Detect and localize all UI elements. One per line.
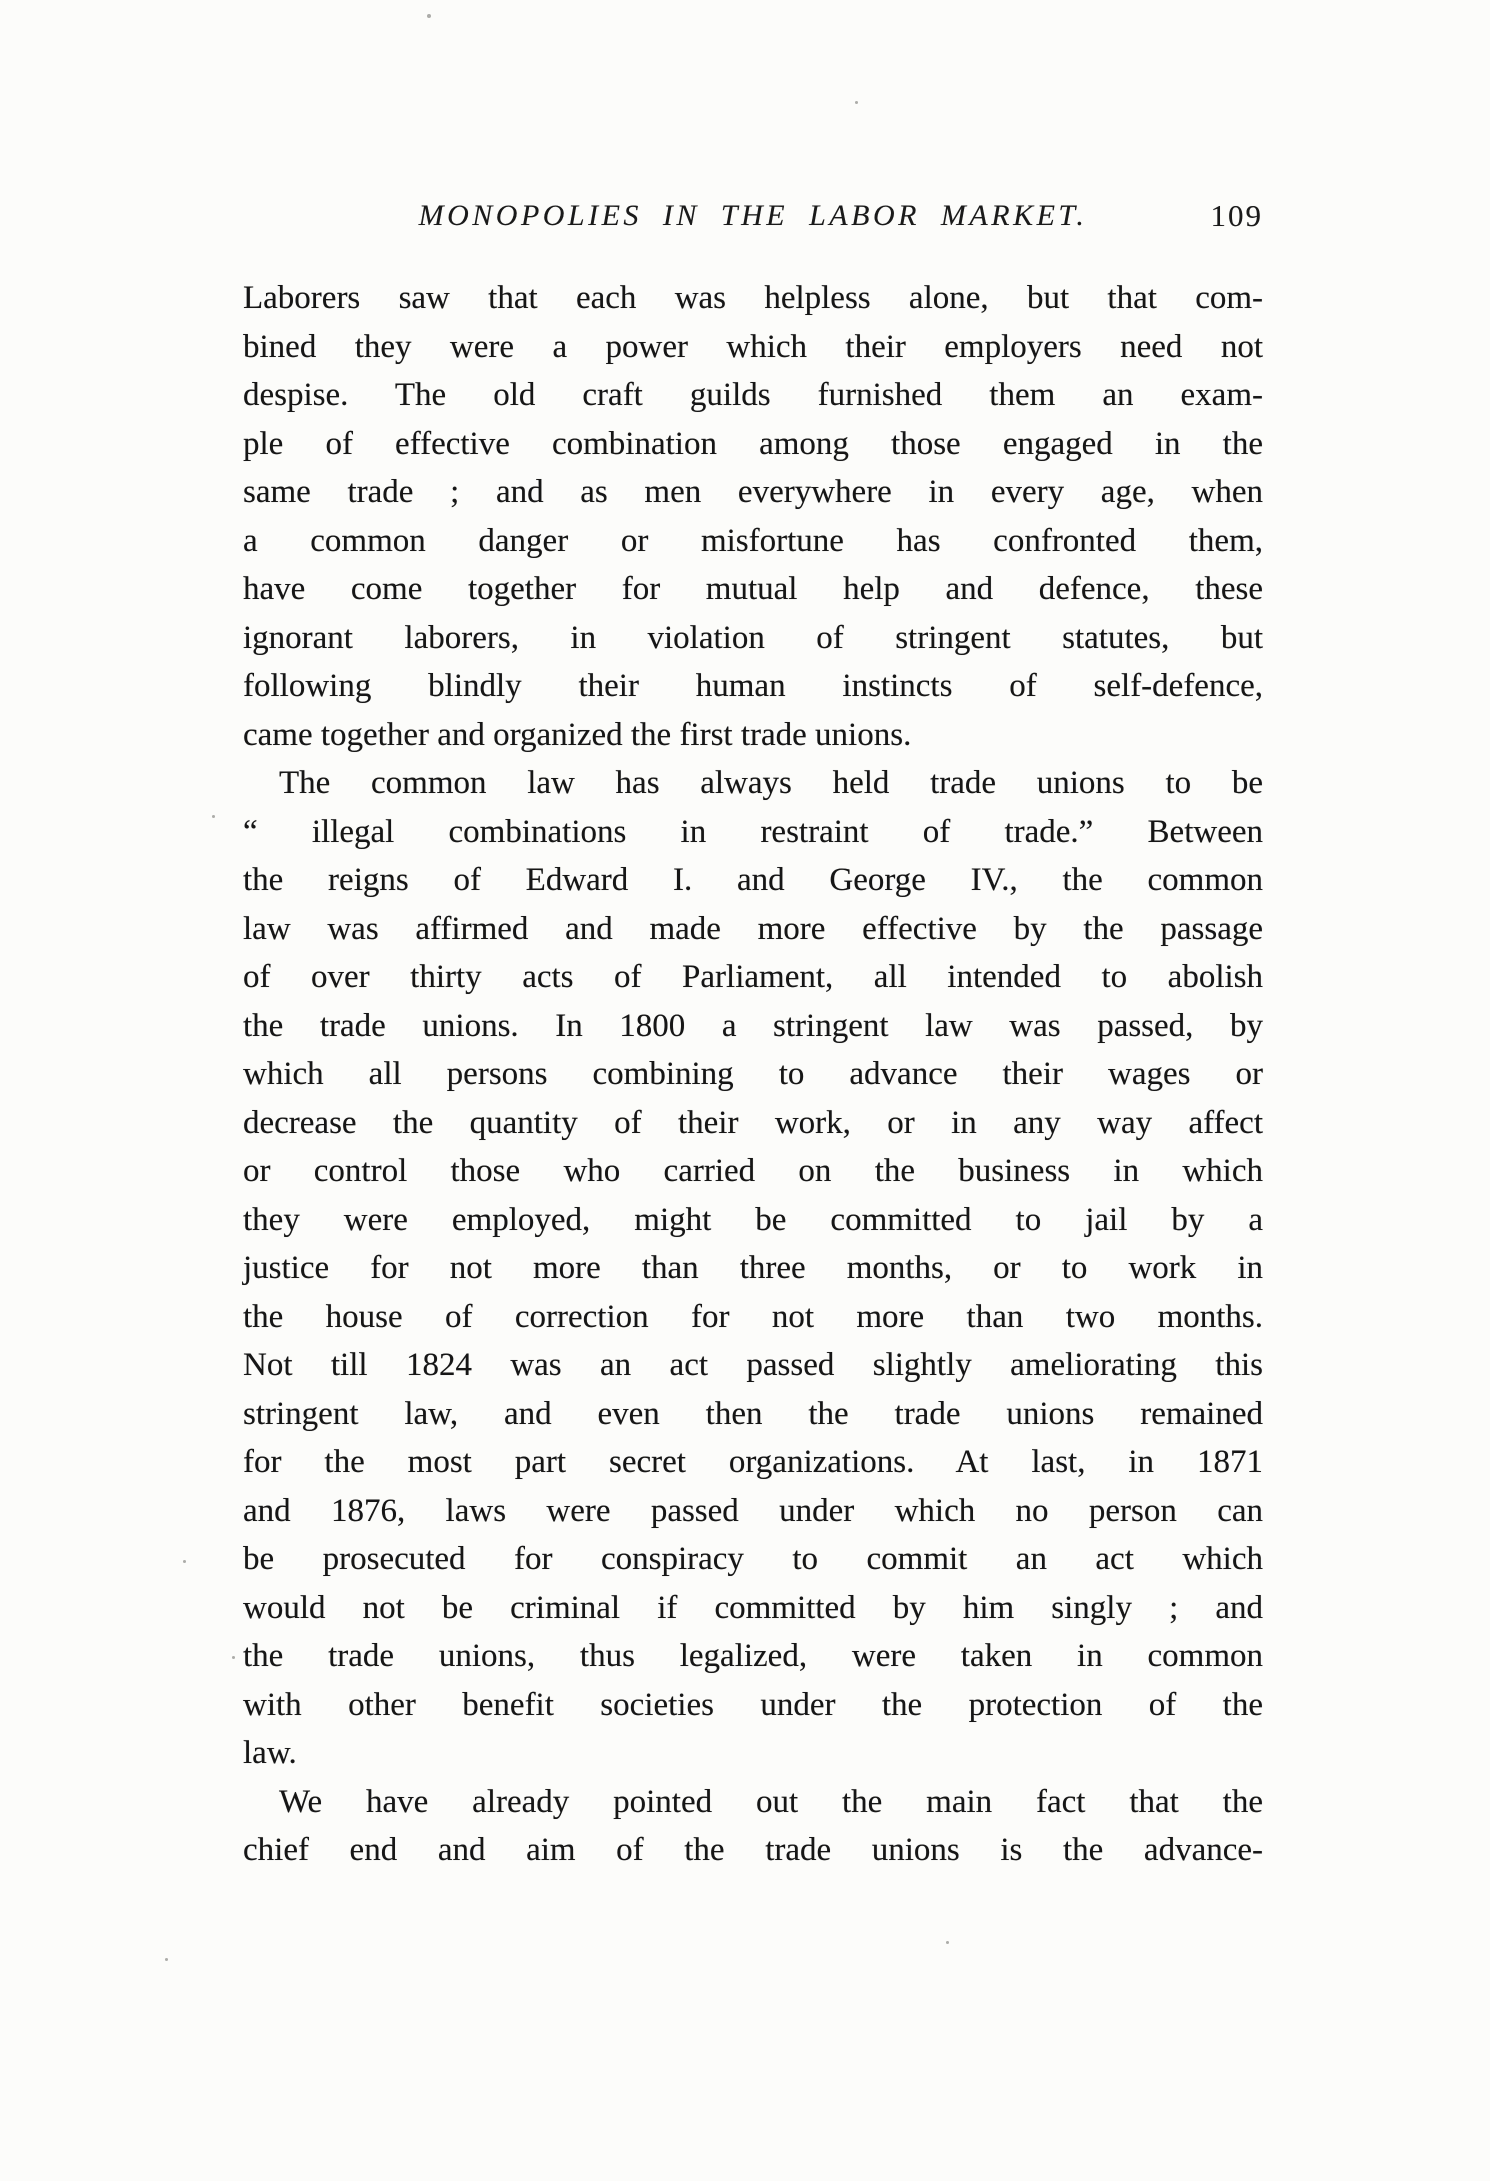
text-line: of over thirty acts of Parliament, all intended to abolish [243, 959, 1263, 995]
text-line: same trade ; and as men everywhere in every age, when [243, 474, 1263, 510]
text-block [243, 274, 1263, 1875]
text-line: the trade unions. In 1800 a stringent law was passed, by [243, 1007, 1263, 1044]
text-line: Laborers saw that each was helpless alone, but that com- [243, 280, 1263, 316]
scan-speck [212, 815, 215, 818]
scan-speck [427, 14, 431, 18]
text-line: following blindly their human instincts of self-defence, [243, 668, 1263, 704]
page-number: 109 [1210, 198, 1263, 233]
text-line: the reigns of Edward I. and George IV., the common [243, 862, 1263, 898]
text-line: or control those who carried on the business in which [243, 1153, 1263, 1189]
text-line: the trade unions, thus legalized, were taken in common [243, 1638, 1263, 1674]
text-line: chief end and aim of the trade unions is the advance- [243, 1832, 1263, 1868]
scan-speck [183, 1560, 186, 1563]
text-line: justice for not more than three months, or to work in [243, 1250, 1263, 1286]
text-line: the house of correction for not more than two months. [243, 1298, 1263, 1335]
text-line: ignorant laborers, in violation of stringent statutes, but [243, 619, 1263, 656]
scan-speck [855, 101, 858, 104]
text-line: came together and organized the first trade unions. [243, 716, 912, 753]
text-line: and 1876, laws were passed under which no person can [243, 1492, 1263, 1529]
scan-speck [946, 1941, 949, 1944]
text-line: would not be criminal if committed by him singly ; and [243, 1589, 1263, 1626]
paragraph [243, 759, 1263, 1778]
text-line: which all persons combining to advance their wages or [243, 1056, 1263, 1092]
text-line: decrease the quantity of their work, or in any way affect [243, 1104, 1263, 1141]
text-line: they were employed, might be committed to jail by a [243, 1201, 1263, 1238]
text-line: stringent law, and even then the trade unions remained [243, 1395, 1263, 1432]
paragraph [243, 274, 1263, 759]
text-line: a common danger or misfortune has confronted them, [243, 522, 1263, 559]
text-line: bined they were a power which their employers need not [243, 328, 1263, 365]
text-line: for the most part secret organizations. At last, in 1871 [243, 1444, 1263, 1480]
paragraph [243, 1778, 1263, 1875]
text-line: despise. The old craft guilds furnished them an exam- [243, 377, 1263, 413]
text-line: ple of effective combination among those engaged in the [243, 425, 1263, 462]
scan-speck [232, 1656, 235, 1659]
text-line: be prosecuted for conspiracy to commit an act which [243, 1541, 1263, 1577]
text-line: law. [243, 1735, 297, 1771]
text-line: law was affirmed and made more effective by the passage [243, 910, 1263, 947]
text-line: “ illegal combinations in restraint of trade.” Between [243, 813, 1263, 850]
text-line: Not till 1824 was an act passed slightly ameliorating this [243, 1347, 1263, 1383]
text-line: The common law has always held trade unions to be [279, 765, 1263, 801]
text-line: have come together for mutual help and defence, these [243, 571, 1263, 607]
scan-speck [165, 1958, 168, 1961]
running-header [243, 196, 1263, 240]
text-line: with other benefit societies under the protection of the [243, 1686, 1263, 1723]
text-line: We have already pointed out the main fact that the [279, 1783, 1263, 1820]
page-title: MONOPOLIES IN THE LABOR MARKET. [418, 199, 1088, 232]
